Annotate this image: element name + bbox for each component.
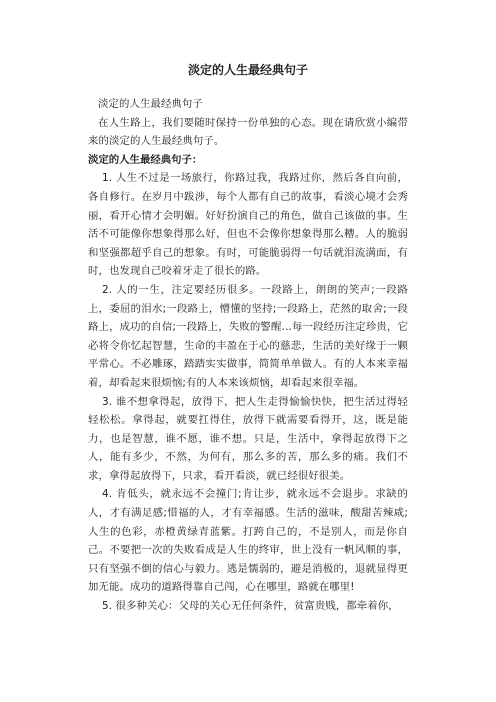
- document-title: 淡定的人生最经典句子: [187, 63, 308, 77]
- intro-paragraph: 在人生路上，我们要随时保持一份单独的心态。现在请欣赏小编带来的淡定的人生最经典句子。: [88, 116, 408, 148]
- quote-item-4: 4. 肯低头，就永远不会撞门;肯让步，就永远不会退步。求缺的人，才有满足感;惜福的人，才有幸福感。生活的滋味，酸甜苦辣咸;人生的色彩，赤橙黄绿青蓝紫。打跨自己的，不是别人，而是你自己。不要把一次的失败看成是人生的终审，世上没有一帆风顺的事，只有坚强不倒的信心与毅力。逃是懦弱的，避是消极的，退就显得更加无能。成功的道路得靠自己闯，心在哪里，路就在哪里!: [88, 488, 408, 594]
- document-subtitle: 淡定的人生最经典句子: [98, 98, 203, 110]
- quote-item-1: 1. 人生不过是一场旅行，你路过我，我路过你，然后各自向前，各自修行。在岁月中跋涉，每个人都有自己的故事，看淡心境才会秀丽，看开心情才会明媚。好好扮演自己的角色，做自己该做的事。生活不可能像你想象得那么好，但也不会像你想象得那么糟。人的脆弱和坚强都超乎自己的想象。有时，可能脆弱得一句话就泪流满面，有时，也发现自己咬着牙走了很长的路。: [88, 172, 408, 278]
- quote-item-5: 5. 很多种关心：父母的关心无任何条件，贫富贵贱，都牵着你，: [102, 600, 399, 613]
- quote-item-2: 2. 人的一生，注定要经历很多。一段路上，朗朗的笑声;一段路上，委屈的泪水;一段路上，懵懂的坚持;一段路上，茫然的取舍;一段路上，成功的自信;一段路上，失败的警醒…每一段经历注定珍贵，它必将令你忆起智慧，生命的丰盈在于心的慈悲，生活的美好缘于一颗平常心。不必雕琢，踏踏实实做事，简简单单做人。有的人本来幸福着，却看起来很烦恼;有的人本来该烦恼，却看起来很幸福。: [88, 283, 408, 389]
- section-heading: 淡定的人生最经典句子：: [88, 153, 203, 166]
- quote-item-3: 3. 谁不想拿得起，放得下，把人生走得愉愉快快，把生活过得轻轻松松。拿得起，就要扛得住，放得下就需要看得开，这，既是能力，也是智慧，谁不愿，谁不想。只是，生活中，拿得起放得下之人，能有多少，不然，为何有，那么多的苦，那么多的痛。我们不求，拿得起放得下，只求，看开看淡，就已经很好很美。: [88, 395, 408, 482]
